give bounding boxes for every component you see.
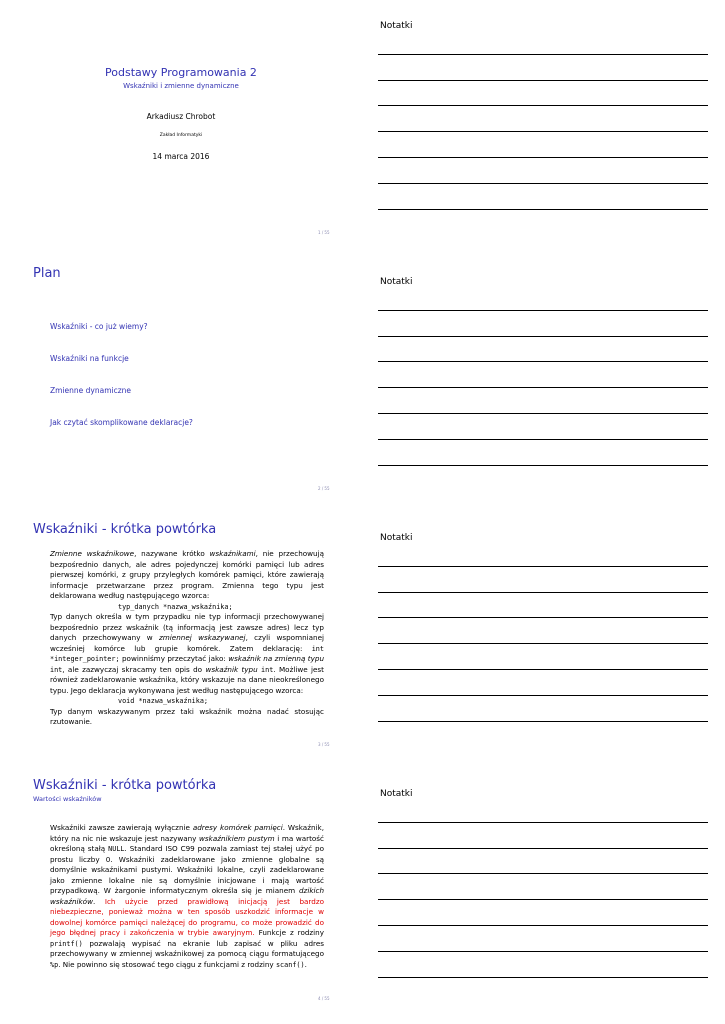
slide-3	[0, 512, 362, 768]
inline-code: scanf()	[275, 960, 305, 969]
notes-title: Notatki	[380, 21, 413, 31]
inline-code: %p	[50, 960, 59, 969]
notes-title: Notatki	[380, 277, 413, 287]
note-line	[378, 566, 708, 567]
text: Wskaźniki zawsze zawierają wyłącznie	[50, 823, 193, 832]
note-line	[378, 105, 708, 106]
slide-1	[0, 0, 362, 256]
author: Arkadiusz Chrobot	[146, 112, 216, 121]
text: . Możliwe jest również zadeklarowanie wskaźnika, który wskazuje na dane nieokreślonego typu. Jego deklaracja wykonywana jest według następującego wzorca:	[50, 664, 324, 695]
inline-code: int	[261, 665, 274, 674]
presentation-subtitle: Wskaźniki i zmienne dynamiczne	[123, 82, 239, 90]
inline-code: printf()	[50, 939, 83, 948]
notes-panel-4	[378, 768, 708, 1024]
text: , nie przechowują bezpośrednio danych, ale adres pojedynczej komórki pamięci lub adres pierwszej komórki, z grupy przyległych komórek pamięci, które zawierają informacje przetwarzane przez program. Zmienna tego typu jest deklarowana według następującego wzorca:	[50, 549, 324, 600]
text: . Wskaźnik, który na nic nie wskazuje jest nazywany	[50, 823, 324, 843]
note-line	[378, 822, 708, 823]
note-line	[378, 721, 708, 722]
text: . Nie powinno się stosować tego ciągu z funkcjami z rodziny	[58, 959, 276, 969]
text: powinniśmy przeczytać jako:	[119, 654, 229, 663]
code-sample: typ_danych *nazwa_wskaźnika;	[118, 602, 233, 611]
note-line	[378, 592, 708, 593]
slide-2	[0, 256, 362, 512]
slide-4	[0, 768, 362, 1024]
notes-panel-1	[378, 0, 708, 256]
note-line	[378, 413, 708, 414]
term: wskaźnikami	[209, 549, 256, 558]
term: wskaźnik typu	[205, 664, 258, 674]
term: dzikich wskaźników	[50, 886, 324, 906]
note-line	[378, 873, 708, 874]
alert-text: Ich użycie przed prawidłową inicjacją jest bardzo niebezpieczne, ponieważ można w ten sposób uszkodzić informacje w dowolnej komórce pamięci należącej do programu, co może prowadzić do jego błędnej pracy i zakończenia w trybie awaryjnym.	[50, 896, 324, 937]
text: , czyli wspomnianej wcześniej komórce lub grupie komórek. Zatem deklarację:	[50, 633, 325, 653]
notes-title: Notatki	[380, 789, 413, 799]
note-line	[378, 209, 708, 210]
note-line	[378, 899, 708, 900]
page-number: 4 / 55	[318, 996, 330, 1001]
notes-panel-2	[378, 256, 708, 512]
note-line	[378, 157, 708, 158]
slide-body	[50, 549, 324, 728]
slide-title: Wskaźniki - krótka powtórka	[33, 522, 217, 537]
plan-item[interactable]: Wskaźniki - co już wiemy?	[50, 322, 148, 331]
slide-subtitle: Wartości wskaźników	[33, 795, 102, 803]
page-number: 1 / 55	[318, 230, 330, 235]
note-line	[378, 54, 708, 55]
plan-item[interactable]: Wskaźniki na funkcje	[50, 354, 129, 363]
term: wskaźnik na zmienną typu	[228, 654, 325, 663]
slide-title: Plan	[33, 266, 61, 281]
code-sample: void *nazwa_wskaźnika;	[118, 697, 209, 705]
note-line	[378, 80, 708, 81]
page-number: 2 / 55	[318, 486, 330, 491]
text: i ma wartość określoną stałą	[50, 833, 324, 853]
plan-item[interactable]: Zmienne dynamiczne	[50, 386, 132, 395]
text: pozwalają wypisać na ekranie lub zapisać w pliku adres przechowywany w zmiennej wskaźnikowej za pomocą ciągu formatującego	[50, 938, 324, 958]
text: , ale zazwyczaj skracamy ten opis do	[62, 664, 206, 674]
text: .	[92, 896, 105, 906]
slide-title: Wskaźniki - krótka powtórka	[33, 778, 217, 793]
note-line	[378, 617, 708, 618]
note-line	[378, 951, 708, 952]
note-line	[378, 465, 708, 466]
slide-body	[50, 823, 324, 970]
term: Zmienne wskaźnikowe	[50, 549, 135, 558]
note-line	[378, 977, 708, 978]
text: Typ danych określa w tym przypadku nie typ informacji przechowywanej bezpośrednio przez wskaźnik (tą informacją jest zawsze adres) lecz typ danych przechowywany w	[50, 612, 324, 642]
notes-panel-3	[378, 512, 708, 768]
institute: Zakład Informatyki	[159, 133, 203, 138]
term: adresy komórek pamięci	[192, 823, 283, 832]
note-line	[378, 439, 708, 440]
note-line	[378, 387, 708, 388]
notes-title: Notatki	[380, 533, 413, 543]
note-line	[378, 361, 708, 362]
note-line	[378, 310, 708, 311]
term: zmiennej wskazywanej	[159, 633, 246, 642]
page-number: 3 / 55	[318, 742, 330, 747]
note-line	[378, 669, 708, 670]
note-line	[378, 848, 708, 849]
text: . Standard ISO C99 pozwala zamiast tej stałej użyć po prostu liczby 0. Wskaźniki zadeklarowane jako zmienne globalne są domyślnie wskaźnikami pustymi. Wskaźniki lokalne, czyli zadeklarowane jako zmienne lokalne nie są domyślnie inicjowane i mają wartość przypadkową. W żargonie informatycznym określa się je mianem	[50, 844, 324, 895]
presentation-title: Podstawy Programowania 2	[105, 66, 257, 79]
note-line	[378, 925, 708, 926]
text: Typ danym wskazywanym przez taki wskaźnik można nadać stosując rzutowanie.	[50, 706, 324, 726]
note-line	[378, 695, 708, 696]
inline-code: int *integer_pointer;	[50, 644, 324, 663]
note-line	[378, 183, 708, 184]
note-line	[378, 336, 708, 337]
note-line	[378, 643, 708, 644]
inline-code: int	[50, 665, 63, 674]
plan-item[interactable]: Jak czytać skomplikowane deklaracje?	[50, 418, 193, 427]
inline-code: NULL	[108, 845, 125, 853]
date: 14 marca 2016	[152, 152, 210, 161]
note-line	[378, 131, 708, 132]
term: wskaźnikiem pustym	[199, 833, 275, 843]
text: , nazywane krótko	[134, 549, 210, 558]
text: Funkcje z rodziny	[254, 928, 324, 937]
text: .	[304, 959, 307, 969]
